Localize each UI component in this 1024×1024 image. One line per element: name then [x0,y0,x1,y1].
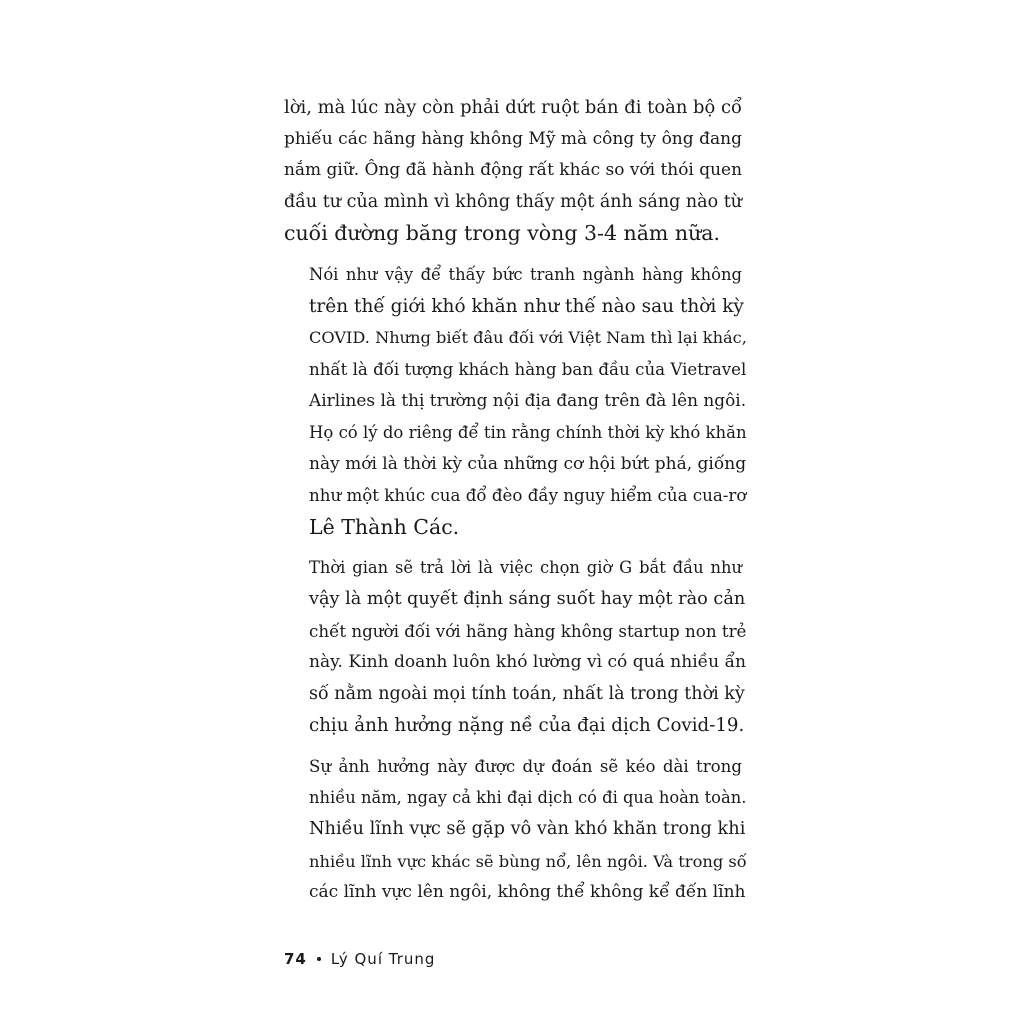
text-line: chết người đối với hãng hàng không startup non trẻ [309,620,747,641]
paragraph [284,259,747,543]
text-line: nắm giữ. Ông đã hành động rất khác so với thói quen [284,160,742,181]
text-line: lời, mà lúc này còn phải dứt ruột bán đi toàn bộ cổ [284,97,742,118]
text-line: số nằm ngoài mọi tính toán, nhất là trong thời kỳ [309,683,745,704]
page-number: 74 [284,950,307,968]
text-line: phiếu các hãng hàng không Mỹ mà công ty ông đang [284,128,742,149]
text-line: vậy là một quyết định sáng suốt hay một rào cản [309,588,746,609]
paragraph [284,92,742,250]
text-line: các lĩnh vực lên ngôi, không thể không kể đến lĩnh [309,882,746,903]
text-line: Nói như vậy để thấy bức tranh ngành hàng không [309,264,742,284]
text-line: Họ có lý do riêng để tin rằng chính thời kỳ khó khăn [309,422,747,442]
text-line: Lê Thành Các. [309,514,460,539]
text-line: đầu tư của mình vì không thấy một ánh sáng nào từ [284,191,742,212]
page-footer [284,950,435,968]
text-line: nhiều lĩnh vực khác sẽ bùng nổ, lên ngôi. Và trong số [309,851,747,871]
text-line: Airlines là thị trường nội địa đang trên đà lên ngôi. [309,390,747,411]
paragraph [284,751,747,909]
text-line: nhất là đối tượng khách hàng ban đầu của Vietravel [309,359,747,379]
text-line: Nhiều lĩnh vực sẽ gặp vô vàn khó khăn trong khi [309,819,746,840]
text-line: Thời gian sẽ trả lời là việc chọn giờ G bắt đầu như [309,558,742,578]
text-line: này. Kinh doanh luôn khó lường vì có quá nhiều ẩn [309,652,747,673]
paragraph [284,552,747,742]
text-line: cuối đường băng trong vòng 3-4 năm nữa. [284,221,721,246]
text-line: COVID. Nhưng biết đâu đối với Việt Nam thì lại khác, [309,328,747,348]
text-line: nhiều năm, ngay cả khi đại dịch có đi qua hoàn toàn. [309,788,747,808]
text-line: này mới là thời kỳ của những cơ hội bứt phá, giống [309,453,747,474]
running-author: Lý Quí Trung [330,950,436,968]
text-line: Sự ảnh hưởng này được dự đoán sẽ kéo dài trong [309,756,742,776]
text-line: trên thế giới khó khăn như thế nào sau thời kỳ [309,295,744,317]
text-line: như một khúc cua đổ đèo đầy nguy hiểm của cua-rơ [309,486,747,506]
text-line: chịu ảnh hưởng nặng nề của đại dịch Covid-19. [309,715,745,737]
body-text [284,92,747,918]
separator-dot-icon [317,957,321,961]
